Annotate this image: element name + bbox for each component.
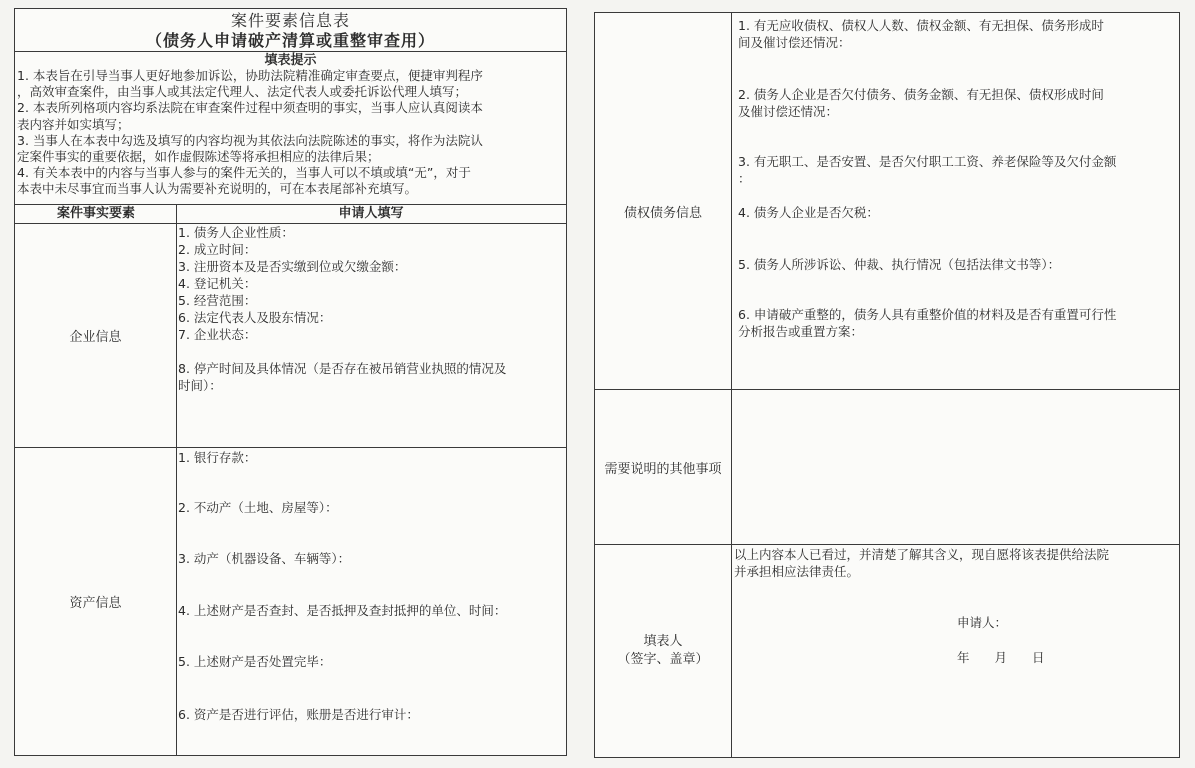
tip-line: 2. 本表所列格项内容均系法院在审查案件过程中须查明的事实，当事人应认真阅读本 [17,100,483,116]
row-label-debt: 债权债务信息 [623,206,702,221]
enterprise-item: 5. 经营范围： [178,293,257,308]
column-header-elements: 案件事实要素 [56,206,135,221]
enterprise-item: 时间）： [178,378,222,393]
tips-body [17,68,483,198]
declaration-text: 以上内容本人已看过，并清楚了解其含义，现自愿将该表提供给法院 [734,547,1110,562]
enterprise-item: 8. 停产时间及具体情况（是否存在被吊销营业执照的情况及 [178,361,507,376]
asset-item: 5. 上述财产是否处置完毕： [178,654,332,669]
tip-line: 定案件事实的重要依据，如作虚假陈述等将承担相应的法律后果； [17,149,380,165]
form-subtitle: （债务人申请破产清算或重整审查用） [145,31,435,50]
enterprise-item: 7. 企业状态： [178,327,257,342]
tips-heading: 填表提示 [264,53,317,68]
debt-item: 分析报告或重置方案： [738,324,864,339]
enterprise-items [178,224,506,394]
tip-line: 表内容并如实填写； [17,116,130,132]
tip-line: ，高效审查案件，由当事人或其法定代理人、法定代表人或委托诉讼代理人填写； [17,84,468,100]
divider [15,204,566,205]
declaration-text: 并承担相应法律责任。 [734,564,860,579]
left-page [14,8,567,756]
debt-item: 4. 债务人企业是否欠税： [738,205,879,220]
signature-date: 年 月 日 [957,650,1045,665]
row-label-enterprise: 企业信息 [69,330,122,345]
asset-item: 4. 上述财产是否查封、是否抵押及查封抵押的单位、时间： [178,603,507,618]
column-divider [731,13,732,757]
divider [15,51,566,52]
asset-item: 3. 动产（机器设备、车辆等）： [178,551,351,566]
applicant-signature-label: 申请人： [957,615,1008,630]
column-header-applicant: 申请人填写 [338,206,404,221]
row-label-assets: 资产信息 [69,596,122,611]
enterprise-item: 2. 成立时间： [178,242,257,257]
right-page [594,12,1180,758]
tip-line: 3. 当事人在本表中勾选及填写的内容均视为其依法向法院陈述的事实，将作为法院认 [17,132,483,148]
debt-item: ： [738,171,751,186]
tip-line: 4. 有关本表中的内容与当事人参与的案件无关的，当事人可以不填或填“无”，对于 [17,165,471,181]
form-title: 案件要素信息表 [230,11,350,30]
column-divider [176,204,177,755]
debt-item: 及催讨偿还情况： [738,104,839,119]
debt-item: 2. 债务人企业是否欠付债务、债务金额、有无担保、债权形成时间 [738,87,1104,102]
row-label-other: 需要说明的其他事项 [604,462,722,477]
enterprise-item: 6. 法定代表人及股东情况： [178,310,332,325]
enterprise-item: 1. 债务人企业性质： [178,225,294,240]
tip-line: 1. 本表旨在引导当事人更好地参加诉讼，协助法院精准确定审查要点，便捷审判程序 [17,68,483,83]
debt-item: 间及催讨偿还情况： [738,35,851,50]
debt-item: 3. 有无职工、是否安置、是否欠付职工工资、养老保险等及欠付金额 [738,154,1117,169]
divider [595,389,1179,390]
asset-item: 6. 资产是否进行评估，账册是否进行审计： [178,707,419,722]
tip-line: 本表中未尽事宜而当事人认为需要补充说明的，可在本表尾部补充填写。 [17,181,418,197]
asset-item: 1. 银行存款： [178,450,257,465]
debt-item: 5. 债务人所涉诉讼、仲裁、执行情况（包括法律文书等）： [738,257,1061,272]
divider [15,447,566,448]
asset-item: 2. 不动产（土地、房屋等）： [178,500,338,515]
debt-item: 6. 申请破产重整的，债务人具有重整价值的材料及是否有重置可行性 [738,307,1117,322]
row-label-filler [595,633,731,669]
filler-label-note: （签字、盖章） [617,652,709,667]
debt-item: 1. 有无应收债权、债权人人数、债权金额、有无担保、债务形成时 [738,18,1104,33]
filler-label: 填表人 [643,634,683,649]
divider [595,544,1179,545]
enterprise-item: 3. 注册资本及是否实缴到位或欠缴金额： [178,259,407,274]
enterprise-item: 4. 登记机关： [178,276,257,291]
